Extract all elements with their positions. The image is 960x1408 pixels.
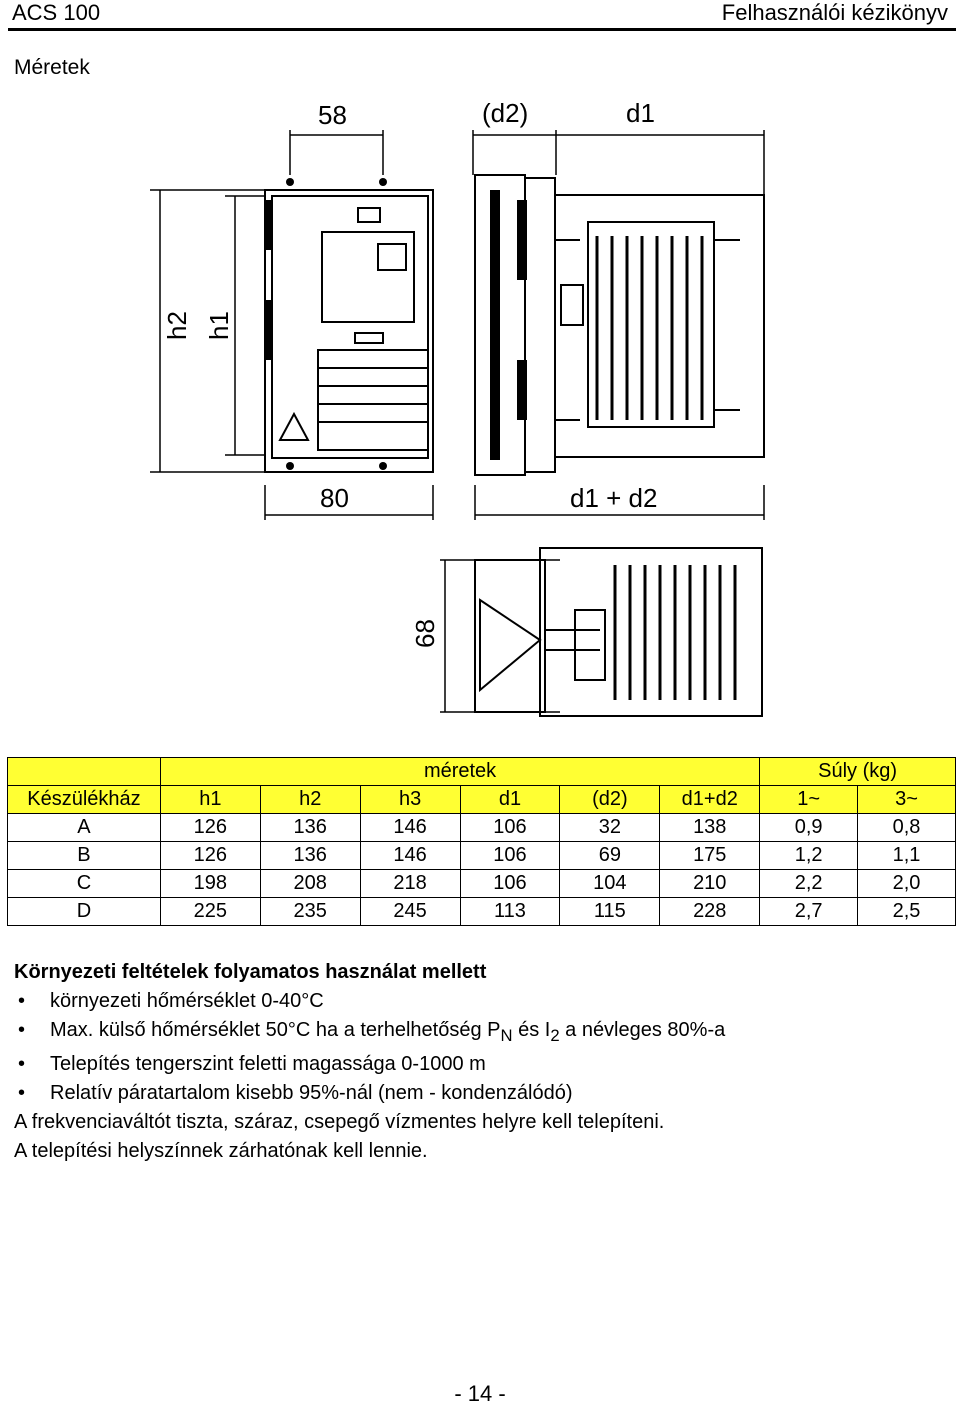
table-cell: 198 [160,870,260,898]
table-cell: 146 [360,842,460,870]
lockable-note: A telepítési helyszínnek zárhatónak kell lennie. [14,1140,428,1162]
list-item: • környezeti hőmérséklet 0-40°C [14,987,944,1016]
table-row [8,842,956,870]
header-rule [8,28,956,31]
dim-80: 80 [320,483,349,513]
table-cell: 1,1 [858,842,956,870]
table-cell: 106 [460,842,560,870]
col-header: 3~ [858,786,956,814]
col-header: h1 [160,786,260,814]
col-header: d1+d2 [660,786,760,814]
dim-d1-plus-d2: d1 + d2 [570,483,658,513]
table-cell: 210 [660,870,760,898]
table-column-header-row [8,786,956,814]
list-item: • Relatív páratartalom kisebb 95%-nál (nem - kondenzálódó) [14,1079,944,1108]
dim-58: 58 [318,100,347,130]
table-cell: 126 [160,842,260,870]
dim-d2: (d2) [482,98,529,128]
group-header-suly: Súly (kg) [760,758,956,786]
table-cell: 104 [560,870,660,898]
table-cell: 225 [160,898,260,926]
table-cell: 138 [660,814,760,842]
group-header-meretek: méretek [160,758,759,786]
table-cell: 106 [460,870,560,898]
table-cell: 1,2 [760,842,858,870]
bullet-icon: • [18,1019,26,1041]
table-cell: B [8,842,161,870]
table-cell: 2,0 [858,870,956,898]
table-cell: 146 [360,814,460,842]
installation-note: A frekvenciaváltót tiszta, száraz, csepegő vízmentes helyre kell telepíteni. [14,1111,665,1133]
table-cell: 2,5 [858,898,956,926]
table-cell: 136 [260,842,360,870]
section-title: Méretek [14,56,90,79]
table-cell: 228 [660,898,760,926]
dim-d1: d1 [626,98,655,128]
environment-section [14,958,944,1166]
table-cell: 0,8 [858,814,956,842]
table-row [8,870,956,898]
table-row [8,814,956,842]
bullet-icon: • [18,990,26,1012]
col-header: Készülékház [8,786,161,814]
header-product: ACS 100 [12,0,101,25]
dim-h2: h2 [162,311,192,340]
table-cell: 175 [660,842,760,870]
table-group-header-row [8,758,956,786]
table-cell: A [8,814,161,842]
header-manual-title: Felhasználói kézikönyv [721,0,948,25]
dimension-table [7,757,956,926]
col-header: d1 [460,786,560,814]
table-cell: 218 [360,870,460,898]
dim-68: 68 [410,619,440,648]
bullet-icon: • [18,1053,26,1075]
dim-h1: h1 [204,311,234,340]
col-header: h3 [360,786,460,814]
table-cell: 2,7 [760,898,858,926]
col-header: 1~ [760,786,858,814]
table-cell: 2,2 [760,870,858,898]
table-row [8,898,956,926]
col-header: (d2) [560,786,660,814]
dimension-drawing [0,90,960,730]
table-cell: 115 [560,898,660,926]
table-cell: 113 [460,898,560,926]
table-cell: C [8,870,161,898]
table-cell: 0,9 [760,814,858,842]
table-cell: 32 [560,814,660,842]
col-header: h2 [260,786,360,814]
table-cell: D [8,898,161,926]
table-cell: 136 [260,814,360,842]
table-cell: 126 [160,814,260,842]
environment-list [14,987,944,1108]
table-cell: 208 [260,870,360,898]
list-item: • Max. külső hőmérséklet 50°C ha a terhelhetőség $P_N$ és $I_2$ a névleges 80%-a [14,1016,944,1050]
table-cell: 69 [560,842,660,870]
table-cell: 245 [360,898,460,926]
bullet-icon: • [18,1082,26,1104]
environment-title: Környezeti feltételek folyamatos használat mellett [14,961,487,983]
list-item: • Telepítés tengerszint feletti magassága 0-1000 m [14,1050,944,1079]
table-cell: 106 [460,814,560,842]
table-cell: 235 [260,898,360,926]
page-number: - 14 - [454,1381,506,1406]
